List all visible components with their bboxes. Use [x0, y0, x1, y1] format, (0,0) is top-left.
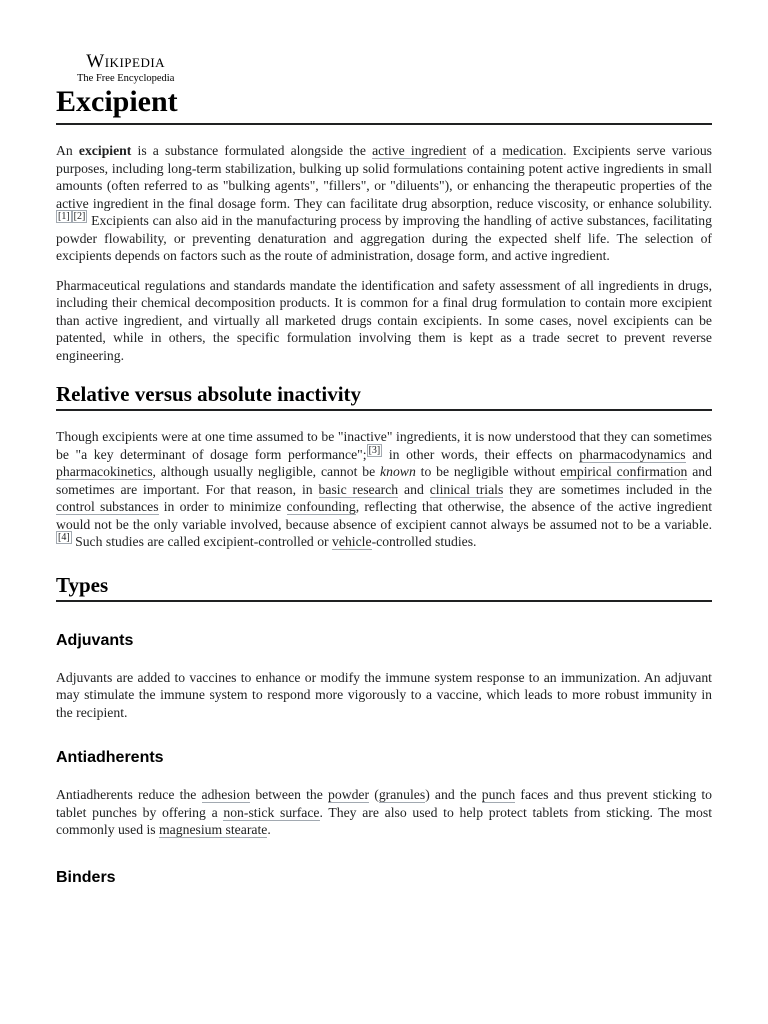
text: . Excipients serve various purposes, including long-term stabilization, bulking up solid formulations containing potent active ingredients in small amounts (often referred to as "bulking agents", "fillers", or "diluents"), or enhancing the therapeutic properties of the active ingredient in the final dosage form. They can facilitate drug absorption, reduce viscosity, or enhance solubility.	[56, 143, 712, 211]
text: is a substance formulated alongside the	[131, 143, 373, 158]
text: faces and thus prevent sticking to tablet punches by offering a	[56, 787, 712, 820]
text: An	[56, 143, 79, 158]
reference-3[interactable]	[367, 444, 383, 457]
adjuvants-paragraph: Adjuvants are added to vaccines to enhance or modify the immune system response to an immunization. An adjuvant may stimulate the immune system to respond more vigorously to a vaccine, which leads to more robust immunity in the recipient.	[56, 669, 712, 720]
text: Antiadherents reduce the	[56, 787, 202, 802]
text: . They are also used to help protect tablets from sticking. The most commonly used is	[56, 804, 713, 837]
section-heading-relative-inactivity: Relative versus absolute inactivity	[56, 381, 712, 411]
text: they are sometimes included in the	[503, 481, 712, 497]
text: Excipients can also aid in the manufacturing process by improving the handling of active substances, facilitating powder flowability, or preventing denaturation and aggregation during the expected shelf life. The selection of excipients depends on factors such as the route of administration, dosage form, and active ingredient.	[56, 213, 712, 263]
text: between the	[250, 787, 329, 802]
reference-label[interactable]: [3]	[368, 444, 381, 456]
text: (	[369, 787, 379, 802]
link-active-ingredient[interactable]: active ingredient	[372, 143, 467, 158]
text: and	[685, 446, 712, 462]
reference-label[interactable]: [4]	[58, 532, 70, 544]
link-pharmacodynamics[interactable]: pharmacodynamics	[579, 446, 686, 462]
reference-2[interactable]	[72, 210, 88, 223]
link-empirical-confirmation[interactable]: empirical confirmation	[560, 464, 688, 479]
reference-4[interactable]	[56, 531, 72, 544]
link-non-stick-surface[interactable]: non-stick surface	[223, 804, 320, 820]
link-medication[interactable]: medication	[502, 143, 564, 158]
subsection-heading-adjuvants: Adjuvants	[56, 631, 134, 649]
text: to be negligible without	[415, 464, 561, 479]
text: in order to minimize	[158, 499, 287, 514]
text: and	[398, 481, 430, 497]
antiadherents-paragraph	[56, 786, 712, 839]
logo-wordmark: Wikipedia	[86, 51, 166, 72]
subsection-heading-antiadherents: Antiadherents	[56, 749, 164, 766]
text: .	[267, 822, 271, 837]
wikipedia-logo[interactable]	[77, 52, 174, 85]
link-control-substances[interactable]: control substances	[56, 499, 159, 514]
link-clinical-trials[interactable]: clinical trials	[429, 481, 504, 497]
reference-1[interactable]	[56, 210, 72, 223]
link-vehicle[interactable]: vehicle	[332, 534, 372, 549]
article-content	[56, 84, 712, 888]
link-pharmacokinetics[interactable]: pharmacokinetics	[56, 464, 153, 479]
text: in other words, their effects on	[382, 446, 580, 462]
reference-label[interactable]: [1]	[58, 211, 70, 223]
text: and sometimes are important. For that reason, in	[56, 464, 712, 497]
link-adhesion[interactable]: adhesion	[201, 787, 251, 802]
link-granules[interactable]: granules	[378, 787, 426, 802]
relative-inactivity-paragraph	[56, 428, 712, 551]
reference-label[interactable]: [2]	[73, 211, 86, 223]
logo-tagline: The Free Encyclopedia	[77, 73, 175, 84]
bold-term: excipient	[78, 143, 132, 158]
text: -controlled studies.	[371, 534, 477, 549]
text: of a	[466, 143, 503, 158]
link-magnesium-stearate[interactable]: magnesium stearate	[159, 822, 268, 837]
text: , although usually negligible, cannot be	[152, 464, 381, 479]
intro-paragraph-2: Pharmaceutical regulations and standards mandate the identification and safety assessment of all ingredients in drugs, including their chemical decomposition products. It is common for a final drug formulation to contain more excipient than active ingredient, and virtually all marketed drugs contain excipients. In some cases, novel excipients can be patented, while in others, the specific formulation involving them is kept as a trade secret to prevent reverse engineering.	[56, 277, 712, 363]
italic-known: known	[380, 464, 416, 479]
text: ) and the	[425, 787, 482, 802]
text: Such studies are called excipient-controlled or	[71, 534, 333, 549]
page-title: Excipient	[56, 84, 712, 125]
link-punch[interactable]: punch	[481, 787, 516, 802]
link-powder[interactable]: powder	[328, 787, 370, 802]
link-basic-research[interactable]: basic research	[318, 481, 399, 497]
subsection-heading-binders: Binders	[56, 868, 116, 886]
text: , reflecting that otherwise, the absence of the active ingredient would not be the only variable involved, because absence of excipient cannot always be assumed not to be a variable.	[56, 499, 712, 532]
section-heading-types: Types	[56, 572, 712, 602]
link-confounding[interactable]: confounding	[286, 499, 356, 514]
intro-paragraph-1	[56, 142, 712, 265]
text: Though excipients were at one time assumed to be "inactive" ingredients, it is now understood that they can sometimes be "a key determinant of dosage form performance";	[56, 429, 712, 462]
